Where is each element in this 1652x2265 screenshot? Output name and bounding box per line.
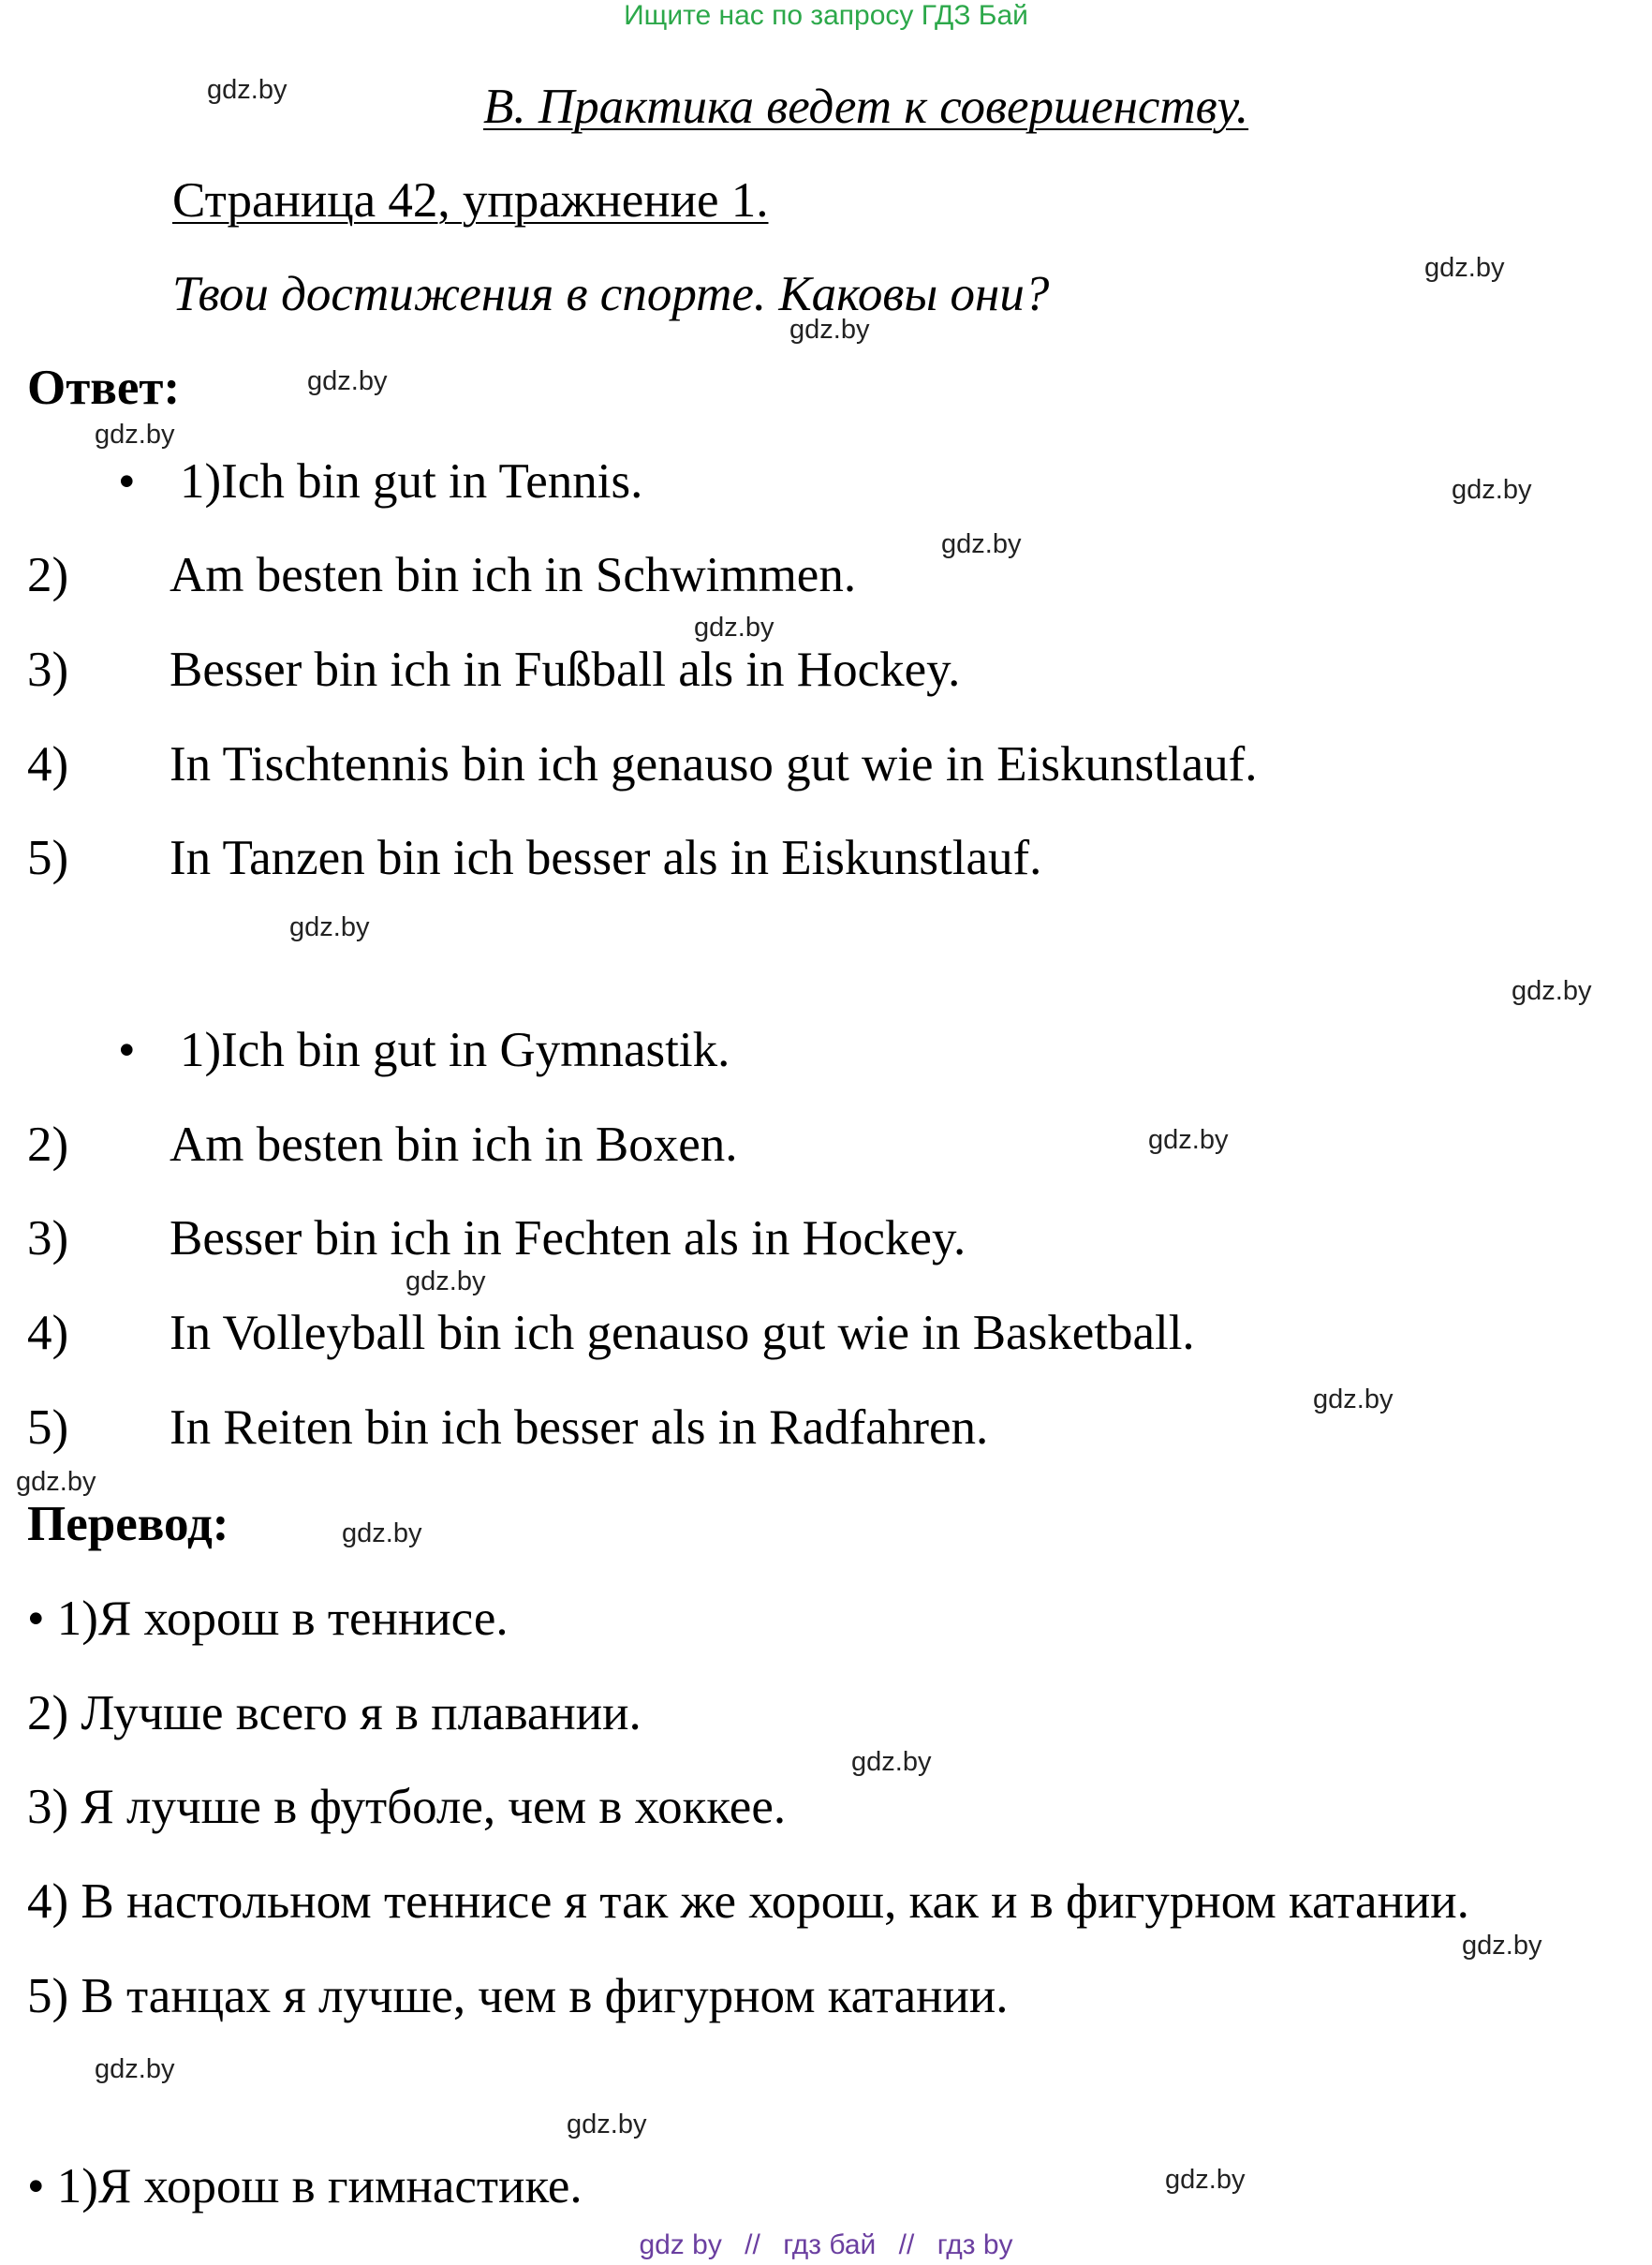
section-title: B. Практика ведет к совершенству.: [483, 80, 1249, 134]
item-text: In Tischtennis bin ich genauso gut wie in Eiskunstlauf.: [170, 737, 1258, 792]
translation-line: 4) В настольном теннисе я так же хорош, как и в фигурном катании.: [27, 1874, 1469, 1929]
watermark: gdz.by: [16, 1467, 96, 1497]
watermark: gdz.by: [207, 75, 288, 105]
top-banner: Ищите нас по запросу ГДЗ Бай: [624, 0, 1028, 31]
bullet-icon: •: [118, 1023, 136, 1077]
watermark: gdz.by: [289, 912, 370, 942]
watermark: gdz.by: [789, 315, 870, 345]
watermark: gdz.by: [1165, 2165, 1246, 2195]
watermark: gdz.by: [406, 1266, 486, 1296]
bullet-icon: •: [118, 454, 136, 509]
item-text: In Volleyball bin ich genauso gut wie in Basketball.: [170, 1306, 1195, 1360]
translation-line: 2) Лучше всего я в плавании.: [27, 1686, 642, 1740]
item-number: 3): [27, 643, 69, 697]
watermark: gdz.by: [567, 2110, 647, 2139]
footer-link-gdz-by[interactable]: gdz by: [639, 2229, 722, 2260]
item-number: 1): [180, 1023, 222, 1077]
footer-links: [0, 2229, 1652, 2261]
watermark: gdz.by: [95, 2054, 175, 2084]
item-text: Besser bin ich in Fußball als in Hockey.: [170, 643, 961, 697]
item-text: Am besten bin ich in Boxen.: [170, 1118, 738, 1172]
translation-heading: Перевод:: [27, 1497, 229, 1551]
footer-link-gdz-bai[interactable]: гдз бай: [783, 2229, 877, 2260]
footer-separator: //: [745, 2229, 760, 2260]
item-number: 4): [27, 1306, 69, 1360]
item-number: 3): [27, 1211, 69, 1266]
item-number: 4): [27, 737, 69, 792]
watermark: gdz.by: [941, 529, 1022, 559]
watermark: gdz.by: [1148, 1125, 1229, 1155]
exercise-question: Твои достижения в спорте. Каковы они?: [172, 267, 1050, 321]
translation-line: • 1)Я хорош в теннисе.: [27, 1591, 509, 1646]
exercise-subtitle: Страница 42, упражнение 1.: [172, 173, 769, 228]
list-item: [180, 453, 642, 510]
item-text: In Tanzen bin ich besser als in Eiskunstlauf.: [170, 831, 1042, 885]
watermark: gdz.by: [1424, 253, 1505, 283]
footer-separator: //: [898, 2229, 915, 2260]
item-text: Besser bin ich in Fechten als in Hockey.: [170, 1211, 966, 1266]
watermark: gdz.by: [694, 613, 774, 643]
translation-line: 3) Я лучше в футболе, чем в хоккее.: [27, 1780, 787, 1834]
item-number: 2): [27, 548, 69, 602]
watermark: gdz.by: [851, 1747, 932, 1777]
list-item: [180, 1022, 730, 1078]
item-number: 2): [27, 1118, 69, 1172]
watermark: gdz.by: [307, 366, 388, 396]
footer-link-gdz-by-ru[interactable]: гдз by: [937, 2229, 1013, 2260]
watermark: gdz.by: [342, 1518, 422, 1548]
item-number: 5): [27, 831, 69, 885]
watermark: gdz.by: [1512, 976, 1592, 1006]
watermark: gdz.by: [1313, 1384, 1394, 1414]
watermark: gdz.by: [1452, 475, 1532, 505]
item-number: 5): [27, 1400, 69, 1455]
item-text: Ich bin gut in Gymnastik.: [221, 1023, 730, 1077]
item-text: Ich bin gut in Tennis.: [221, 454, 643, 509]
translation-line: • 1)Я хорош в гимнастике.: [27, 2159, 583, 2213]
item-text: In Reiten bin ich besser als in Radfahren.: [170, 1400, 989, 1455]
watermark: gdz.by: [1462, 1931, 1542, 1961]
item-number: 1): [180, 454, 222, 509]
translation-line: 5) В танцах я лучше, чем в фигурном катании.: [27, 1969, 1009, 2023]
answer-heading: Ответ:: [27, 361, 181, 415]
watermark: gdz.by: [95, 420, 175, 450]
item-text: Am besten bin ich in Schwimmen.: [170, 548, 857, 602]
